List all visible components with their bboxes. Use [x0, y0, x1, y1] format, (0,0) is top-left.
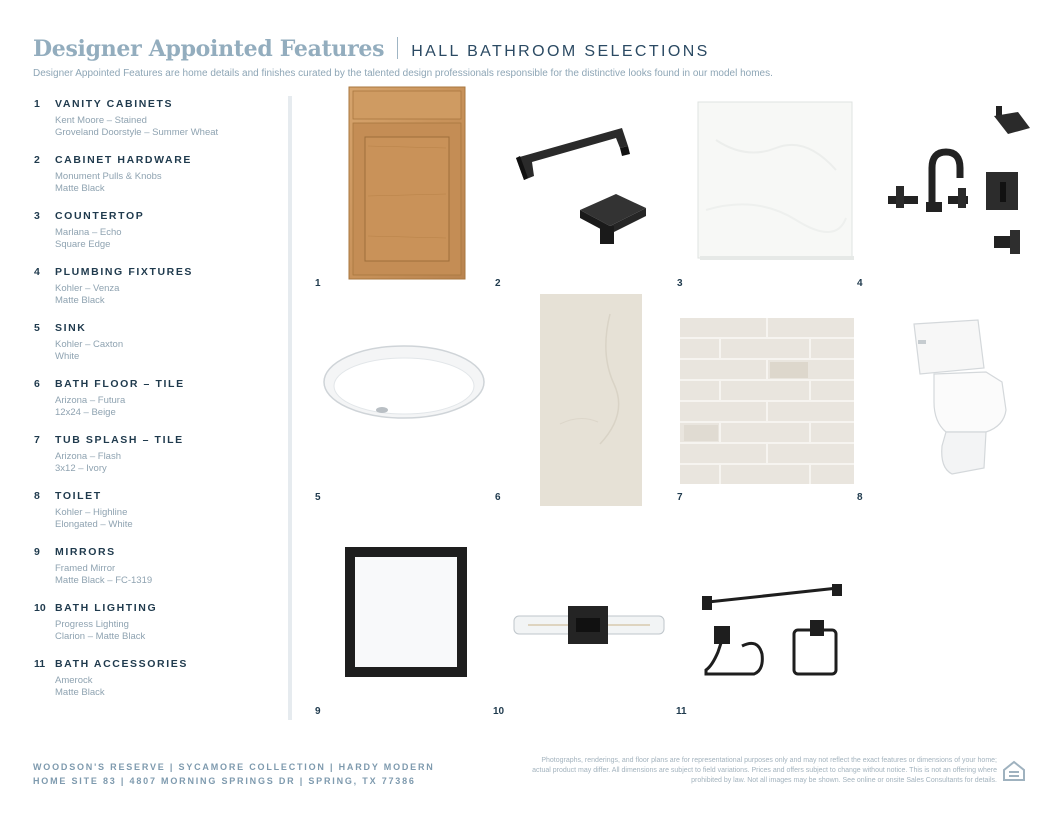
feature-title: PLUMBING FIXTURES — [55, 266, 194, 278]
feature-number: 9 — [34, 546, 40, 558]
cabinet-hardware-image — [510, 118, 652, 250]
feature-detail: 12x24 – Beige — [55, 407, 116, 418]
feature-number: 4 — [34, 266, 40, 278]
feature-number: 10 — [34, 602, 46, 614]
feature-item — [34, 546, 284, 602]
feature-detail: Kohler – Highline — [55, 507, 128, 518]
sink-image — [322, 344, 486, 426]
disclaimer: Photographs, renderings, and floor plans are for representational purposes only and may not reflect the exact features or dimensions of your home; actual product may differ. All dimensions are subject to field variations. Prices and offers subject to change without notice. This is not an offering where prohibited by law. Not all images may be shown. See online or onsite Sales Consultants for details. — [532, 757, 997, 784]
mirror-image — [344, 546, 468, 678]
vertical-divider — [288, 96, 292, 720]
vanity-cabinet-image — [348, 86, 466, 280]
feature-item — [34, 658, 284, 714]
feature-detail: Groveland Doorstyle – Summer Wheat — [55, 127, 219, 138]
feature-detail: Matte Black — [55, 183, 105, 194]
tile-number: 7 — [677, 492, 683, 503]
community-info — [33, 760, 435, 788]
feature-title: BATH LIGHTING — [55, 602, 158, 614]
tile-number: 1 — [315, 278, 321, 289]
feature-detail: 3x12 – Ivory — [55, 463, 107, 474]
feature-item — [34, 434, 284, 490]
address-line: HOME SITE 83 | 4807 MORNING SPRINGS DR | SPRING, TX 77386 — [33, 776, 416, 786]
bath-floor-tile-image — [540, 294, 642, 506]
title-divider — [397, 37, 398, 59]
feature-title: MIRRORS — [55, 546, 116, 558]
feature-detail: Matte Black — [55, 295, 105, 306]
feature-title: COUNTERTOP — [55, 210, 145, 222]
feature-detail: Clarion – Matte Black — [55, 631, 146, 642]
feature-detail: Arizona – Futura — [55, 395, 126, 406]
feature-detail: Kohler – Caxton — [55, 339, 124, 350]
feature-detail: Arizona – Flash — [55, 451, 122, 462]
feature-detail: Marlana – Echo — [55, 227, 122, 238]
feature-title: BATH FLOOR – TILE — [55, 378, 185, 390]
feature-list — [34, 98, 284, 714]
feature-title: TUB SPLASH – TILE — [55, 434, 184, 446]
feature-item — [34, 322, 284, 378]
feature-number: 7 — [34, 434, 40, 446]
tile-number: 4 — [857, 278, 863, 289]
plumbing-fixtures-image — [884, 98, 1036, 260]
feature-item — [34, 266, 284, 322]
feature-detail: Amerock — [55, 675, 93, 686]
bath-accessories-image — [698, 584, 844, 678]
feature-title: TOILET — [55, 490, 102, 502]
equal-housing-icon — [1001, 759, 1027, 783]
feature-detail: Monument Pulls & Knobs — [55, 171, 162, 182]
feature-item — [34, 490, 284, 546]
bath-lighting-image — [512, 604, 666, 646]
tub-splash-tile-image — [680, 318, 854, 484]
feature-detail: Matte Black – FC-1319 — [55, 575, 153, 586]
page-description: Designer Appointed Features are home details and finishes curated by the talented design professionals responsible for the distinctive looks found in our model homes. — [33, 68, 773, 79]
feature-item — [34, 210, 284, 266]
feature-number: 2 — [34, 154, 40, 166]
page-subtitle: HALL BATHROOM SELECTIONS — [411, 43, 710, 60]
feature-number: 3 — [34, 210, 40, 222]
feature-detail: Square Edge — [55, 239, 111, 250]
page-header — [33, 34, 1033, 79]
feature-title: VANITY CABINETS — [55, 98, 174, 110]
feature-title: SINK — [55, 322, 87, 334]
feature-detail: Framed Mirror — [55, 563, 116, 574]
feature-detail: Progress Lighting — [55, 619, 129, 630]
tile-number: 11 — [676, 706, 687, 717]
feature-number: 11 — [34, 658, 46, 670]
feature-item — [34, 378, 284, 434]
feature-detail: Elongated – White — [55, 519, 133, 530]
feature-detail: Matte Black — [55, 687, 105, 698]
tile-number: 10 — [493, 706, 505, 717]
feature-detail: White — [55, 351, 80, 362]
community-line: WOODSON'S RESERVE | SYCAMORE COLLECTION | HARDY MODERN — [33, 762, 435, 772]
feature-item — [34, 154, 284, 210]
feature-detail: Kent Moore – Stained — [55, 115, 147, 126]
tile-number: 5 — [315, 492, 321, 503]
title-row — [33, 34, 1033, 62]
tile-number: 3 — [677, 278, 683, 289]
feature-item — [34, 602, 284, 658]
toilet-image — [906, 318, 1014, 480]
countertop-image — [696, 100, 856, 262]
feature-number: 6 — [34, 378, 40, 390]
tile-number: 6 — [495, 492, 501, 503]
tile-number: 9 — [315, 706, 321, 717]
tile-number: 8 — [857, 492, 863, 503]
feature-title: BATH ACCESSORIES — [55, 658, 188, 670]
page-title: Designer Appointed Features — [33, 36, 385, 62]
feature-item — [34, 98, 284, 154]
feature-number: 5 — [34, 322, 40, 334]
tile-number: 2 — [495, 278, 501, 289]
feature-number: 1 — [34, 98, 40, 110]
feature-detail: Kohler – Venza — [55, 283, 120, 294]
feature-number: 8 — [34, 490, 40, 502]
feature-title: CABINET HARDWARE — [55, 154, 193, 166]
